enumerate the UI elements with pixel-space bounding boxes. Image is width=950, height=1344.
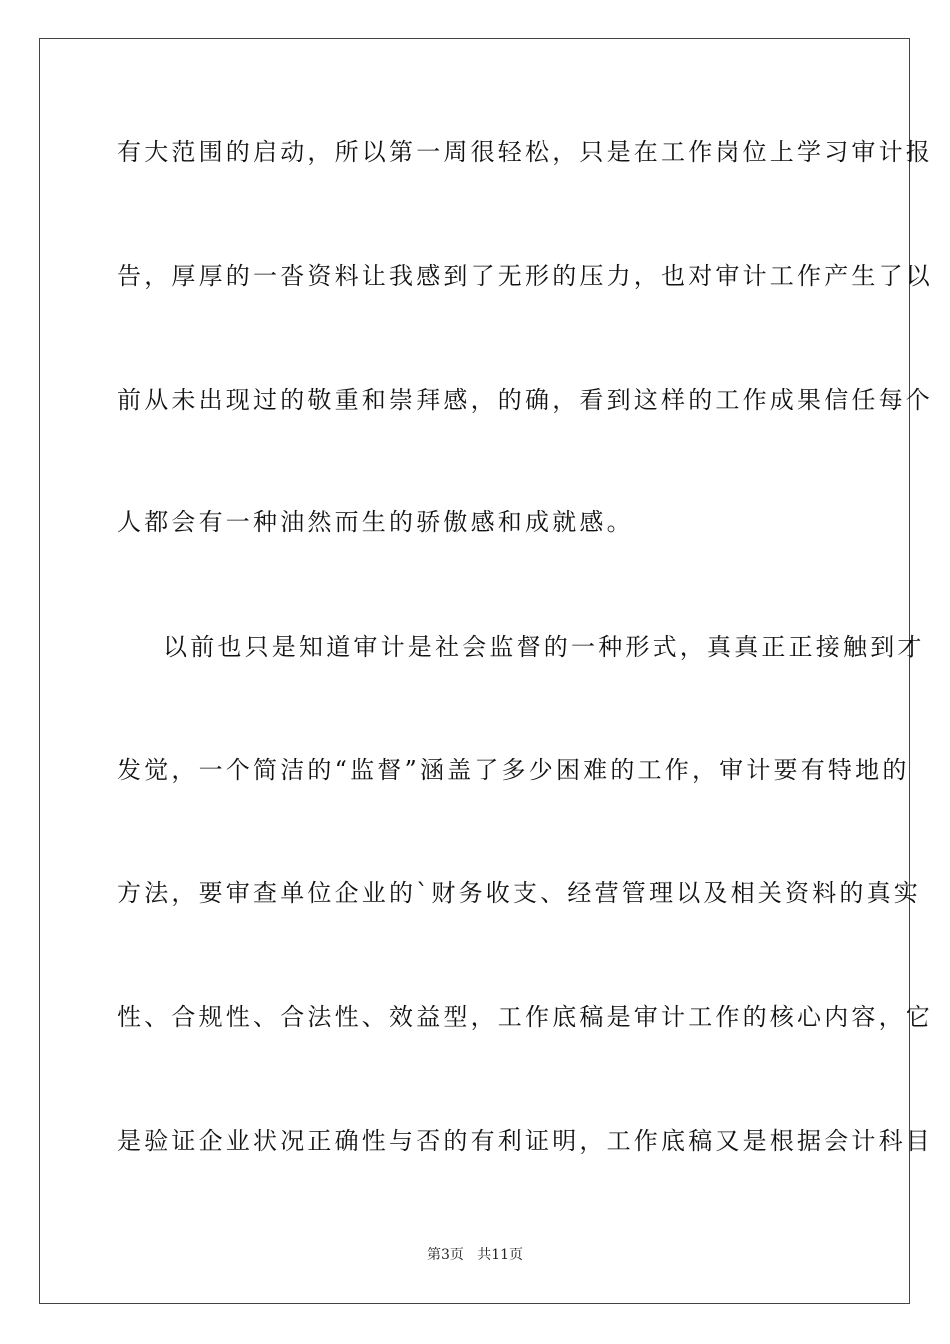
text-line: 性、合规性、合法性、效益型，工作底稿是审计工作的核心内容，它: [117, 1003, 933, 1031]
page-border: [39, 38, 933, 1304]
paragraph-first-line: 以前也只是知道审计是社会监督的一种形式，真真正正接触到才: [163, 633, 925, 661]
text-line: 发觉，一个简洁的“监督”涵盖了多少困难的工作，审计要有特地的: [117, 756, 910, 784]
text-line: 前从未出现过的敬重和崇拜感，的确，看到这样的工作成果信任每个: [117, 386, 933, 414]
page-number-footer: 第3页 共11页: [426, 1247, 524, 1263]
text-line: 告，厚厚的一沓资料让我感到了无形的压力，也对审计工作产生了以: [117, 262, 933, 290]
text-line: 是验证企业状况正确性与否的有利证明，工作底稿又是根据会计科目: [117, 1127, 933, 1155]
text-line: 有大范围的启动，所以第一周很轻松，只是在工作岗位上学习审计报: [117, 138, 933, 166]
text-line: 人都会有一种油然而生的骄傲感和成就感。: [117, 508, 634, 536]
text-line: 方法，要审查单位企业的`财务收支、经营管理以及相关资料的真实: [117, 879, 921, 907]
